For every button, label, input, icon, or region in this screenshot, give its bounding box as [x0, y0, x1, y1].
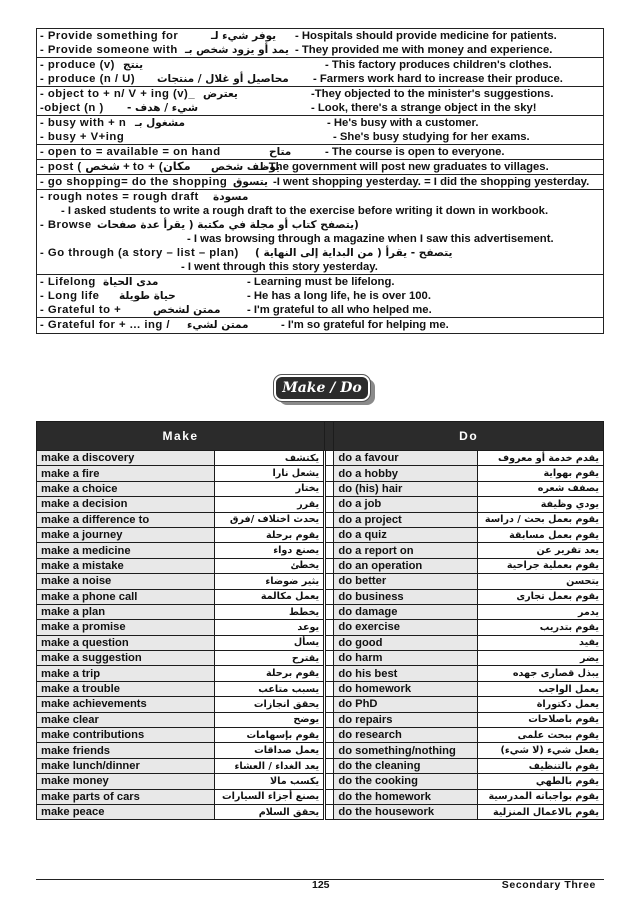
column-divider — [325, 635, 334, 650]
vocab-line — [37, 58, 603, 72]
make-meaning: يعمل صداقات — [215, 743, 325, 758]
do-phrase: do business — [334, 589, 477, 604]
arabic-meaning: متاح — [269, 146, 292, 158]
vocab-line — [37, 145, 603, 159]
column-divider — [325, 620, 334, 635]
make-meaning: يشعل نارا — [215, 466, 325, 481]
table-row — [37, 497, 604, 512]
table-row — [37, 466, 604, 481]
vocab-line — [37, 87, 603, 101]
table-row — [37, 604, 604, 619]
make-phrase: make a discovery — [37, 451, 215, 466]
make-meaning: يصنع أجزاء السيارات — [215, 789, 325, 804]
column-divider — [325, 743, 334, 758]
make-meaning: يكتشف — [215, 451, 325, 466]
make-phrase: make friends — [37, 743, 215, 758]
example-sentence: -The government will post new graduates to villages. — [265, 161, 549, 173]
column-divider — [325, 804, 334, 819]
vocab-line — [37, 43, 603, 57]
make-phrase: make a suggestion — [37, 651, 215, 666]
vocab-line — [37, 160, 603, 174]
arabic-meaning: (يتصفح كتاب أو مجلة في مكتبة ( يقرأ عدة صفحات — [97, 219, 359, 231]
vocab-line — [37, 275, 603, 289]
do-header: Do — [334, 422, 604, 451]
make-meaning: يصنع دواء — [215, 543, 325, 558]
make-meaning: يقوم برحلة — [215, 666, 325, 681]
arabic-meaning: مدى الحياة — [103, 276, 159, 288]
vocab-line — [37, 101, 603, 115]
column-divider — [325, 497, 334, 512]
arabic-meaning: يوظف شخص — [211, 161, 280, 173]
make-meaning: يخطط — [215, 604, 325, 619]
make-phrase: make a phone call — [37, 589, 215, 604]
column-divider — [325, 527, 334, 542]
table-row — [37, 635, 604, 650]
do-phrase: do the cleaning — [334, 758, 477, 773]
make-meaning: يوعد — [215, 620, 325, 635]
column-divider — [325, 604, 334, 619]
table-row — [37, 804, 604, 819]
do-meaning: يقوم بهواية — [477, 466, 603, 481]
make-meaning: يحدث اختلاف /فرق — [215, 512, 325, 527]
make-do-badge — [269, 373, 381, 407]
do-meaning: يفعل شيء (لا شيء) — [477, 743, 603, 758]
make-phrase: make peace — [37, 804, 215, 819]
vocab-line — [37, 303, 603, 317]
table-row — [37, 481, 604, 496]
table-row — [37, 589, 604, 604]
vocab-group — [37, 58, 603, 87]
table-row — [37, 774, 604, 789]
arabic-meaning: حياة طويلة — [119, 290, 176, 302]
arabic-meaning: مسودة — [213, 191, 249, 203]
do-meaning: يقوم بواجباته المدرسية — [477, 789, 603, 804]
do-phrase: do the homework — [334, 789, 477, 804]
vocab-group — [37, 275, 603, 318]
do-meaning: يقوم بتدريب — [477, 620, 603, 635]
arabic-meaning: ممتن لشيء — [187, 319, 249, 331]
vocab-group — [37, 145, 603, 160]
make-phrase: make a difference to — [37, 512, 215, 527]
make-meaning: يحقق انجازات — [215, 697, 325, 712]
page-number: 125 — [312, 879, 330, 891]
column-divider — [325, 681, 334, 696]
vocab-term: - busy + V+ing — [40, 131, 125, 143]
vocab-line — [37, 116, 603, 130]
vocab-line — [37, 289, 603, 303]
do-phrase: do homework — [334, 681, 477, 696]
table-body — [37, 451, 604, 820]
do-meaning: يقوم بعملية جراحية — [477, 558, 603, 573]
vocab-term: - Provide something for — [40, 30, 179, 42]
arabic-meaning: يتسوق — [233, 176, 268, 188]
do-meaning: يدمر — [477, 604, 603, 619]
vocab-term: - produce (v) — [40, 59, 115, 71]
table-row — [37, 574, 604, 589]
do-phrase: do exercise — [334, 620, 477, 635]
make-do-table — [36, 421, 604, 820]
arabic-meaning: يعترض — [203, 88, 238, 100]
table-row — [37, 743, 604, 758]
do-phrase: do PhD — [334, 697, 477, 712]
table-row — [37, 558, 604, 573]
column-divider — [325, 774, 334, 789]
make-phrase: make a mistake — [37, 558, 215, 573]
do-phrase: do research — [334, 728, 477, 743]
badge-title: Make / Do — [274, 375, 370, 401]
column-divider — [325, 651, 334, 666]
vocab-line — [37, 260, 603, 274]
make-phrase: make a decision — [37, 497, 215, 512]
column-divider — [325, 512, 334, 527]
vocab-group — [37, 116, 603, 145]
vocab-term: - rough notes = rough draft — [40, 191, 199, 203]
vocab-line — [37, 246, 603, 260]
table-row — [37, 666, 604, 681]
make-meaning: يسأل — [215, 635, 325, 650]
make-meaning: يقترح — [215, 651, 325, 666]
make-phrase: make a noise — [37, 574, 215, 589]
vocab-line — [37, 72, 603, 86]
make-phrase: make clear — [37, 712, 215, 727]
do-meaning: يفيد — [477, 635, 603, 650]
column-divider — [325, 789, 334, 804]
example-sentence: - I'm grateful to all who helped me. — [247, 304, 432, 316]
vocab-line — [37, 204, 603, 218]
make-meaning: يحقق السلام — [215, 804, 325, 819]
do-phrase: do the housework — [334, 804, 477, 819]
do-meaning: يقوم بعمل تجارى — [477, 589, 603, 604]
vocab-group — [37, 318, 603, 333]
vocab-term: - Grateful to + — [40, 304, 122, 316]
vocab-term: - Grateful for + ... ing / — [40, 319, 171, 331]
do-phrase: do a report on — [334, 543, 477, 558]
vocab-term: -object (n ) — [40, 102, 104, 114]
column-divider — [325, 574, 334, 589]
make-phrase: make a journey — [37, 527, 215, 542]
vocab-line — [37, 175, 603, 189]
arabic-meaning: محاصيل أو غلال / منتجات — [157, 73, 289, 85]
make-meaning: يثير ضوضاء — [215, 574, 325, 589]
do-meaning: يقوم بالاعمال المنزلية — [477, 804, 603, 819]
make-meaning: يعمل مكالمة — [215, 589, 325, 604]
do-phrase: do better — [334, 574, 477, 589]
example-sentence: - He has a long life, he is over 100. — [247, 290, 431, 302]
table-row — [37, 681, 604, 696]
do-meaning: يقدم خدمة أو معروف — [477, 451, 603, 466]
vocab-group — [37, 160, 603, 175]
example-sentence: - She's busy studying for her exams. — [333, 131, 530, 143]
arabic-meaning: مشغول بـ — [135, 117, 185, 129]
column-divider — [325, 558, 334, 573]
do-meaning: يقوم بعمل بحث / دراسة — [477, 512, 603, 527]
arabic-meaning: شيء / هدف - — [127, 102, 199, 114]
vocab-group — [37, 29, 603, 58]
vocab-term: - I went through this story yesterday. — [181, 261, 378, 273]
make-phrase: make a choice — [37, 481, 215, 496]
do-meaning: يقوم ببحث علمى — [477, 728, 603, 743]
vocab-term: - Provide someone with — [40, 44, 178, 56]
vocab-line — [37, 130, 603, 144]
table-row — [37, 789, 604, 804]
arabic-meaning: يتصفح - يقرأ ( من البداية إلى النهاية ) — [255, 247, 453, 259]
vocab-line — [37, 318, 603, 332]
vocab-term: - I was browsing through a magazine when I saw this advertisement. — [187, 233, 554, 245]
make-phrase: make a plan — [37, 604, 215, 619]
do-meaning: يقوم باصلاحات — [477, 712, 603, 727]
do-phrase: do a project — [334, 512, 477, 527]
do-phrase: do a job — [334, 497, 477, 512]
vocab-term: - open to = available = on hand — [40, 146, 221, 158]
do-phrase: do good — [334, 635, 477, 650]
table-row — [37, 620, 604, 635]
example-sentence: - Look, there's a strange object in the sky! — [311, 102, 537, 114]
table-row — [37, 543, 604, 558]
series-label: Secondary Three — [501, 879, 596, 891]
do-phrase: do an operation — [334, 558, 477, 573]
make-header: Make — [37, 422, 325, 451]
make-meaning: يسبب متاعب — [215, 681, 325, 696]
do-meaning: يقوم بعمل مسابقة — [477, 527, 603, 542]
make-phrase: make a trip — [37, 666, 215, 681]
make-phrase: make a fire — [37, 466, 215, 481]
make-phrase: make a promise — [37, 620, 215, 635]
vocab-line — [37, 29, 603, 43]
do-phrase: do his best — [334, 666, 477, 681]
do-meaning: يضر — [477, 651, 603, 666]
column-divider — [325, 589, 334, 604]
example-sentence: -They objected to the minister's suggestions. — [311, 88, 554, 100]
make-phrase: make money — [37, 774, 215, 789]
vocab-group — [37, 190, 603, 275]
make-phrase: make contributions — [37, 728, 215, 743]
example-sentence: - This factory produces children's clothes. — [325, 59, 552, 71]
do-meaning: يتحسن — [477, 574, 603, 589]
make-phrase: make a trouble — [37, 681, 215, 696]
example-sentence: - Hospitals should provide medicine for patients. — [295, 30, 557, 42]
make-phrase: make a medicine — [37, 543, 215, 558]
vocab-line — [37, 218, 603, 232]
do-meaning: يقوم بالطهي — [477, 774, 603, 789]
column-divider — [325, 758, 334, 773]
vocab-term: - Browse — [40, 219, 92, 231]
do-meaning: يعمل الواجب — [477, 681, 603, 696]
do-phrase: do a favour — [334, 451, 477, 466]
make-meaning: يقوم برحلة — [215, 527, 325, 542]
do-meaning: يبذل قصارى جهده — [477, 666, 603, 681]
do-phrase: do the cooking — [334, 774, 477, 789]
table-row — [37, 512, 604, 527]
column-divider — [325, 466, 334, 481]
vocab-term: - Go through (a story – list – plan) — [40, 247, 239, 259]
make-meaning: يوضح — [215, 712, 325, 727]
column-divider — [325, 666, 334, 681]
table-row — [37, 712, 604, 727]
vocab-term: - post ( شخص + to + (مكان — [40, 161, 191, 173]
arabic-meaning: يوفر شيء لـ — [211, 30, 277, 42]
example-sentence: - He's busy with a customer. — [327, 117, 479, 129]
vocab-term: - busy with + n — [40, 117, 127, 129]
make-phrase: make a question — [37, 635, 215, 650]
example-sentence: - The course is open to everyone. — [325, 146, 505, 158]
make-meaning: يختار — [215, 481, 325, 496]
table-row — [37, 758, 604, 773]
do-phrase: do damage — [334, 604, 477, 619]
do-phrase: do repairs — [334, 712, 477, 727]
column-divider — [325, 481, 334, 496]
arabic-meaning: ينتج — [123, 59, 144, 71]
do-phrase: do something/nothing — [334, 743, 477, 758]
example-sentence: - Learning must be lifelong. — [247, 276, 395, 288]
vocab-line — [37, 232, 603, 246]
table-row — [37, 527, 604, 542]
do-phrase: do a quiz — [334, 527, 477, 542]
table-row — [37, 728, 604, 743]
make-phrase: make parts of cars — [37, 789, 215, 804]
example-sentence: - They provided me with money and experience. — [295, 44, 553, 56]
table-row — [37, 451, 604, 466]
vocabulary-box — [36, 28, 604, 334]
do-meaning: يقوم بالتنظيف — [477, 758, 603, 773]
column-divider — [325, 728, 334, 743]
vocab-term: - Long life — [40, 290, 100, 302]
do-phrase: do (his) hair — [334, 481, 477, 496]
do-meaning: يعمل دكتوراة — [477, 697, 603, 712]
make-meaning: يخطئ — [215, 558, 325, 573]
do-phrase: do harm — [334, 651, 477, 666]
do-meaning: يصفف شعره — [477, 481, 603, 496]
vocab-group — [37, 175, 603, 190]
vocab-term: - go shopping= do the shopping — [40, 176, 228, 188]
do-meaning: يعد تقرير عن — [477, 543, 603, 558]
make-meaning: يكسب مالا — [215, 774, 325, 789]
table-header-row — [37, 422, 604, 451]
column-divider — [325, 543, 334, 558]
column-divider — [325, 697, 334, 712]
make-meaning: يقوم بإسهامات — [215, 728, 325, 743]
vocab-term: - object to + n/ V + ing (v)_ — [40, 88, 196, 100]
column-divider — [325, 451, 334, 466]
vocab-group — [37, 87, 603, 116]
example-sentence: - Farmers work hard to increase their produce. — [313, 73, 563, 85]
table-row — [37, 651, 604, 666]
make-meaning: يعد الغداء / العشاء — [215, 758, 325, 773]
example-sentence: - I'm so grateful for helping me. — [281, 319, 449, 331]
vocab-term: - produce (n / U) — [40, 73, 136, 85]
do-phrase: do a hobby — [334, 466, 477, 481]
make-phrase: make achievements — [37, 697, 215, 712]
column-divider — [325, 422, 334, 451]
make-phrase: make lunch/dinner — [37, 758, 215, 773]
footer — [36, 879, 604, 893]
make-meaning: يقرر — [215, 497, 325, 512]
column-divider — [325, 712, 334, 727]
table-row — [37, 697, 604, 712]
do-meaning: يودي وظيفة — [477, 497, 603, 512]
arabic-meaning: ممتن لشخص — [153, 304, 221, 316]
vocab-line — [37, 190, 603, 204]
vocab-term: - I asked students to write a rough draft to the exercise before writing it down in workbook. — [61, 205, 549, 217]
vocab-term: - Lifelong — [40, 276, 96, 288]
page — [36, 28, 604, 891]
example-sentence: -I went shopping yesterday. = I did the shopping yesterday. — [273, 176, 590, 188]
arabic-meaning: يمد أو يزود شخص بـ — [185, 44, 289, 56]
